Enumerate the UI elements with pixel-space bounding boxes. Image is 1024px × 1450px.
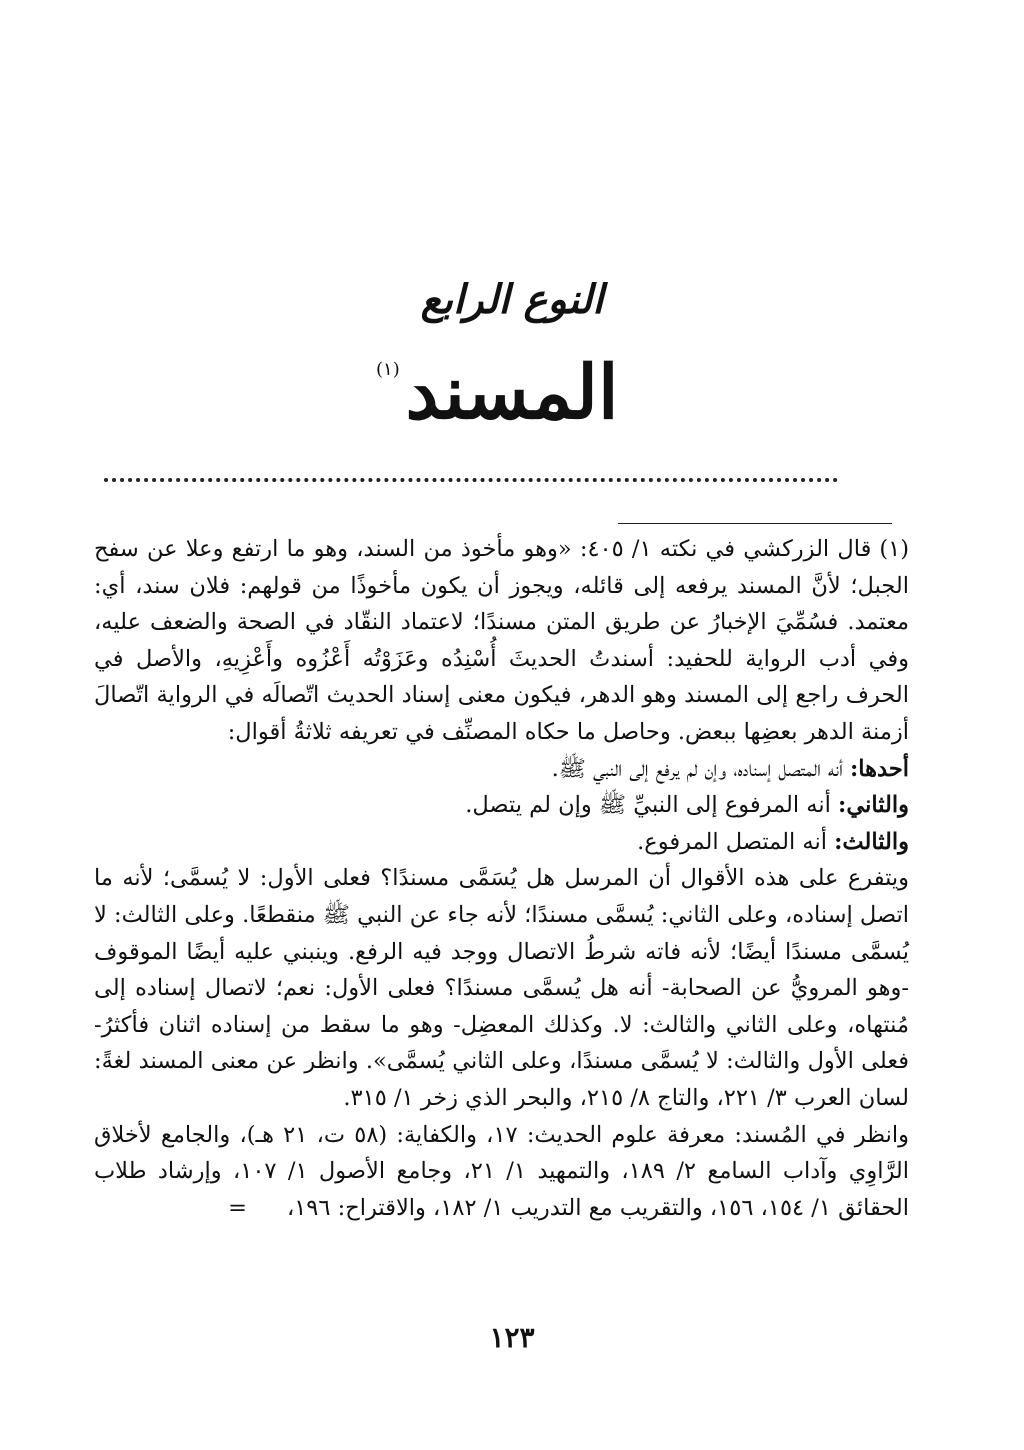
opinion-item [94, 787, 909, 824]
opinion-text: أنه المتصل المرفوع. [637, 828, 835, 855]
opinion-lead: أحدها: [850, 755, 909, 782]
opinion-text: أنه المرفوع إلى النبيِّ ﷺ وإن لم يتصل. [465, 792, 839, 819]
references-paragraph [94, 1117, 909, 1227]
opinion-text: أنه المتصل إسناده، وإن لم يرفع إلى النبي ﷺ. [551, 755, 850, 782]
footnote-rule [618, 523, 892, 524]
chapter-title-block [0, 348, 1024, 438]
footnote-intro-paragraph [94, 531, 909, 751]
chapter-title: المسند [405, 350, 619, 436]
opinion-lead: والثاني: [838, 792, 909, 819]
footnote-body [94, 531, 909, 1226]
footnote-number: (١) [879, 536, 909, 562]
page-number: ١٢٣ [489, 1321, 535, 1354]
dotted-separator [104, 478, 838, 482]
opinion-item [94, 824, 909, 861]
chapter-label: النوع الرابع [420, 276, 604, 323]
footnote-intro-text: قال الزركشي في نكته ١/ ٤٠٥: «وهو مأخوذ من السند، وهو ما ارتفع وعلا عن سفح الجبل؛ لأنَّ المسند يرفعه إلى قائله، ويجوز أن يكون مأخوذًا من قولهم: فلان سند، أي: معتمد. فسُمِّيَ الإخبارُ عن طريق المتن مسندًا؛ لاعتماد النقّاد في الصحة والضعف عليه، وفي أدب الرواية للحفيد: أسندتُ الحديثَ أُسْنِدُه وعَزَوْتُه أَعْزُوه وأَعْزِيهِ، والأصل في الحرف راجع إلى المسند وهو الدهر، فيكون معنى إسناد الحديث اتّصالَه في الرواية اتّصالَ أزمنة الدهر بعضِها ببعض. وحاصل ما حكاه المصنِّف في تعريفه ثلاثةُ أقوال: [94, 536, 909, 745]
references-text: وانظر في المُسند: معرفة علوم الحديث: ١٧، والكفاية: (٥٨ ت، ٢١ هـ)، والجامع لأخلاق الرَّاوِي وآداب السامع ٢/ ١٨٩، والتمهيد ١/ ٢١، وجامع الأصول ١/ ١٠٧، وإرشاد طلاب الحقائق ١/ ١٥٤، ١٥٦، والتقريب مع التدريب ١/ ١٨٢، والاقتراح: ١٩٦، [94, 1121, 910, 1221]
branch-paragraph: ويتفرع على هذه الأقوال أن المرسل هل يُسَمَّى مسندًا؟ فعلى الأول: لا يُسمَّى؛ لأنه ما اتصل إسناده، وعلى الثاني: يُسمَّى مسندًا؛ لأنه جاء عن النبي ﷺ منقطعًا. وعلى الثالث: لا يُسمَّى مسندًا أيضًا؛ لأنه فاته شرطُ الاتصال ووجد فيه الرفع. وينبني عليه أيضًا الموقوف -وهو المرويُّ عن الصحابة- أنه هل يُسمَّى مسندًا؟ فعلى الأول: نعم؛ لاتصال إسناده إلى مُنتهاه، وعلى الثاني والثالث: لا. وكذلك المعضِل- وهو ما سقط من إسناده اثنان فأكثرُ- فعلى الأول والثالث: لا يُسمَّى مسندًا، وعلى الثاني يُسمَّى». وانظر عن معنى المسند لغةً: لسان العرب ٣/ ٢٢١، والتاج ٨/ ٢١٥، والبحر الذي زخر ١/ ٣١٥. [94, 865, 909, 1111]
title-footnote-ref: (١) [376, 359, 400, 380]
continuation-mark: = [228, 1194, 247, 1221]
opinion-lead: والثالث: [834, 828, 909, 855]
opinion-item [94, 751, 909, 788]
